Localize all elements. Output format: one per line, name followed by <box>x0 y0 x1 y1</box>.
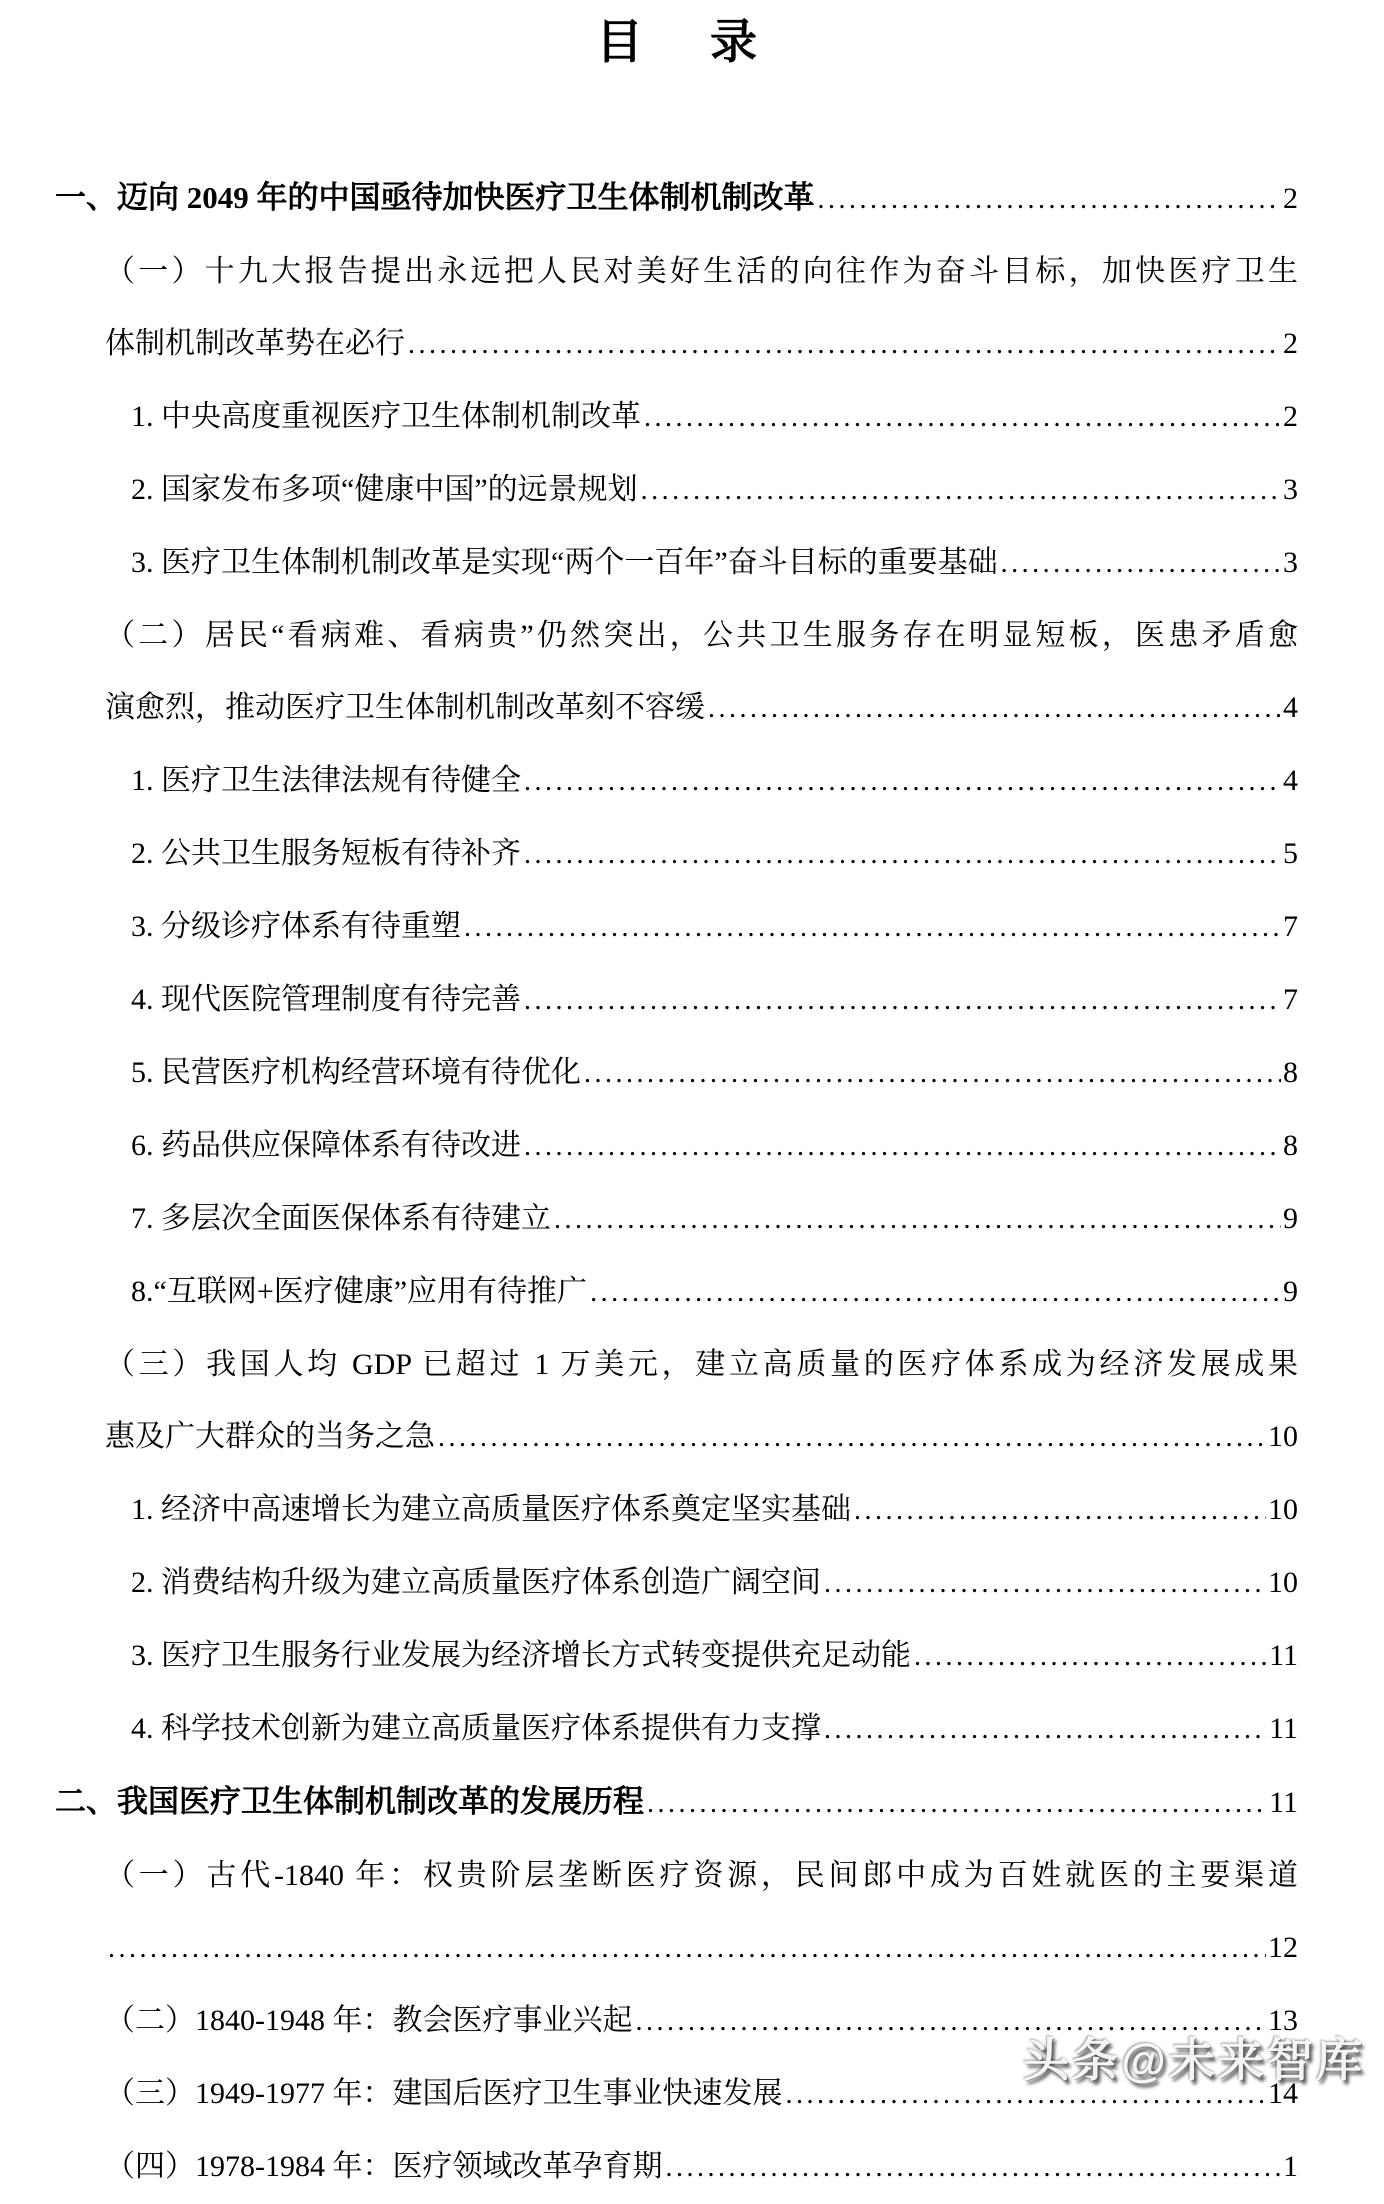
toc-line <box>55 381 1298 454</box>
toc-entry-text: 1. 经济中高速增长为建立高质量医疗体系奠定坚实基础 <box>131 1493 851 1526</box>
page-number: 7 <box>1283 983 1298 1016</box>
page-number: 10 <box>1268 1493 1298 1526</box>
toc-entry-text: 4. 科学技术创新为建立高质量医疗体系提供有力支撑 <box>131 1712 821 1745</box>
toc-line <box>55 1840 1298 1912</box>
toc-entry-text: 7. 多层次全面医保体系有待建立 <box>131 1202 551 1235</box>
toc-entry <box>55 527 1298 600</box>
dot-leader <box>524 964 1281 1037</box>
toc-line <box>55 236 1298 308</box>
page-number: 10 <box>1268 1566 1298 1599</box>
toc-entry-text: （二）居民“看病难、看病贵”仍然突出，公共卫生服务存在明显短板，医患矛盾愈 <box>105 619 1298 652</box>
toc-entry-text: 5. 民营医疗机构经营环境有待优化 <box>131 1056 581 1089</box>
page-number: 9 <box>1283 1202 1298 1235</box>
toc-entry <box>55 1110 1298 1183</box>
toc-line <box>55 1401 1298 1474</box>
page-number: 7 <box>1283 910 1298 943</box>
toc-entry-text: （二）1840-1948 年：教会医疗事业兴起 <box>105 2004 633 2037</box>
toc-entry <box>55 454 1298 527</box>
toc-line <box>55 162 1298 236</box>
toc-entry <box>55 1840 1298 1985</box>
toc-entry-text: 3. 医疗卫生服务行业发展为经济增长方式转变提供充足动能 <box>131 1639 911 1672</box>
toc-entry <box>55 891 1298 964</box>
toc-entry-text: （三）1949-1977 年：建国后医疗卫生事业快速发展 <box>105 2077 783 2110</box>
toc-entry-text: 8.“互联网+医疗健康”应用有待推广 <box>131 1275 588 1308</box>
dot-leader <box>108 1912 1266 1985</box>
dot-leader <box>824 1547 1266 1620</box>
toc-entry-text: 3. 分级诊疗体系有待重塑 <box>131 910 461 943</box>
toc-entry-text: （三）我国人均 GDP 已超过 1 万美元，建立高质量的医疗体系成为经济发展成果 <box>105 1348 1298 1381</box>
toc-entry <box>55 162 1298 236</box>
toc-entry <box>55 818 1298 891</box>
dot-leader <box>408 308 1281 381</box>
page-number: 2 <box>1283 327 1298 360</box>
toc-line <box>55 818 1298 891</box>
page-number: 11 <box>1269 1712 1298 1745</box>
toc-entry <box>55 1620 1298 1693</box>
toc-entry <box>55 1693 1298 1766</box>
toc-entry <box>55 2131 1298 2204</box>
toc-line <box>55 2131 1298 2204</box>
page-number: 12 <box>1268 1931 1298 1964</box>
page-number: 9 <box>1283 1275 1298 1308</box>
toc-line <box>55 454 1298 527</box>
page-number: 13 <box>1268 2004 1298 2037</box>
dot-leader <box>1001 527 1281 600</box>
toc-entry <box>55 1037 1298 1110</box>
watermark: 头条@未来智库 <box>1023 2034 1365 2086</box>
page-title: 目 录 <box>596 17 767 69</box>
dot-leader <box>438 1401 1266 1474</box>
toc-entry-text: 1. 医疗卫生法律法规有待健全 <box>131 764 521 797</box>
toc-entry-text: 体制机制改革势在必行 <box>105 327 405 360</box>
dot-leader <box>464 891 1281 964</box>
toc-line <box>55 1766 1298 1840</box>
dot-leader <box>524 1110 1281 1183</box>
toc-line <box>55 1037 1298 1110</box>
toc-line <box>55 600 1298 672</box>
dot-leader <box>554 1183 1281 1256</box>
toc-entry <box>55 1474 1298 1547</box>
toc-entry-text: 2. 消费结构升级为建立高质量医疗体系创造广阔空间 <box>131 1566 821 1599</box>
toc-entry <box>55 381 1298 454</box>
dot-leader <box>824 1693 1267 1766</box>
dot-leader <box>524 818 1281 891</box>
toc-entry-text: （四）1978-1984 年：医疗领域改革孕育期 <box>105 2150 663 2183</box>
toc-line <box>55 1912 1298 1985</box>
toc-line <box>55 1183 1298 1256</box>
page-number: 1 <box>1283 2150 1298 2183</box>
toc-line <box>55 1329 1298 1401</box>
toc-line <box>55 527 1298 600</box>
page-number: 4 <box>1283 764 1298 797</box>
toc-entry <box>55 236 1298 381</box>
toc-entry-text: 二、我国医疗卫生体制机制改革的发展历程 <box>55 1784 644 1819</box>
toc-entry-text: 一、迈向 2049 年的中国亟待加快医疗卫生体制机制改革 <box>55 180 815 215</box>
toc-line <box>55 308 1298 381</box>
page-number: 2 <box>1283 400 1298 433</box>
toc-entry <box>55 1329 1298 1474</box>
toc-line <box>55 1620 1298 1693</box>
page-number: 5 <box>1283 837 1298 870</box>
toc-entry-text: 演愈烈，推动医疗卫生体制机制改革刻不容缓 <box>105 691 705 724</box>
toc-line <box>55 1110 1298 1183</box>
dot-leader <box>644 381 1281 454</box>
dot-leader <box>914 1620 1267 1693</box>
page-number: 14 <box>1268 2077 1298 2110</box>
toc-entry <box>55 1183 1298 1256</box>
toc-entry <box>55 1547 1298 1620</box>
toc-entry <box>55 1256 1298 1329</box>
toc-entry-text: 6. 药品供应保障体系有待改进 <box>131 1129 521 1162</box>
toc-entry-text: （一）十九大报告提出永远把人民对美好生活的向往作为奋斗目标，加快医疗卫生 <box>105 255 1298 288</box>
toc-line <box>55 1256 1298 1329</box>
toc-entry-text: 2. 国家发布多项“健康中国”的远景规划 <box>131 473 638 506</box>
dot-leader <box>854 1474 1266 1547</box>
toc-line <box>55 1547 1298 1620</box>
page-number: 3 <box>1283 546 1298 579</box>
page-number: 3 <box>1283 473 1298 506</box>
toc-entry-text: 2. 公共卫生服务短板有待补齐 <box>131 837 521 870</box>
page-number: 11 <box>1269 1639 1298 1672</box>
toc-line <box>55 1474 1298 1547</box>
dot-leader <box>818 162 1282 236</box>
toc-entry-text: （一）古代-1840 年：权贵阶层垄断医疗资源，民间郎中成为百姓就医的主要渠道 <box>105 1859 1298 1892</box>
dot-leader <box>524 745 1281 818</box>
toc-line <box>55 672 1298 745</box>
page-number: 10 <box>1268 1420 1298 1453</box>
page-number: 2 <box>1283 182 1298 215</box>
toc-line <box>55 1693 1298 1766</box>
dot-leader <box>666 2131 1282 2204</box>
toc-entry-text: 1. 中央高度重视医疗卫生体制机制改革 <box>131 400 641 433</box>
toc-entry-text: 4. 现代医院管理制度有待完善 <box>131 983 521 1016</box>
toc-line <box>55 891 1298 964</box>
toc-line <box>55 745 1298 818</box>
toc-entry <box>55 964 1298 1037</box>
dot-leader <box>708 672 1281 745</box>
toc-entry <box>55 1766 1298 1840</box>
toc-entries <box>55 162 1298 2204</box>
dot-leader <box>641 454 1281 527</box>
page-number: 11 <box>1269 1786 1298 1819</box>
toc-entry-text: 3. 医疗卫生体制机制改革是实现“两个一百年”奋斗目标的重要基础 <box>131 546 998 579</box>
dot-leader <box>590 1256 1281 1329</box>
dot-leader <box>584 1037 1281 1110</box>
toc-entry <box>55 745 1298 818</box>
page-number: 4 <box>1283 691 1298 724</box>
page-number: 8 <box>1283 1056 1298 1089</box>
toc-line <box>55 964 1298 1037</box>
page-number: 8 <box>1283 1129 1298 1162</box>
toc-entry <box>55 600 1298 745</box>
dot-leader <box>647 1766 1267 1840</box>
toc-entry-text: 惠及广大群众的当务之急 <box>105 1420 435 1453</box>
